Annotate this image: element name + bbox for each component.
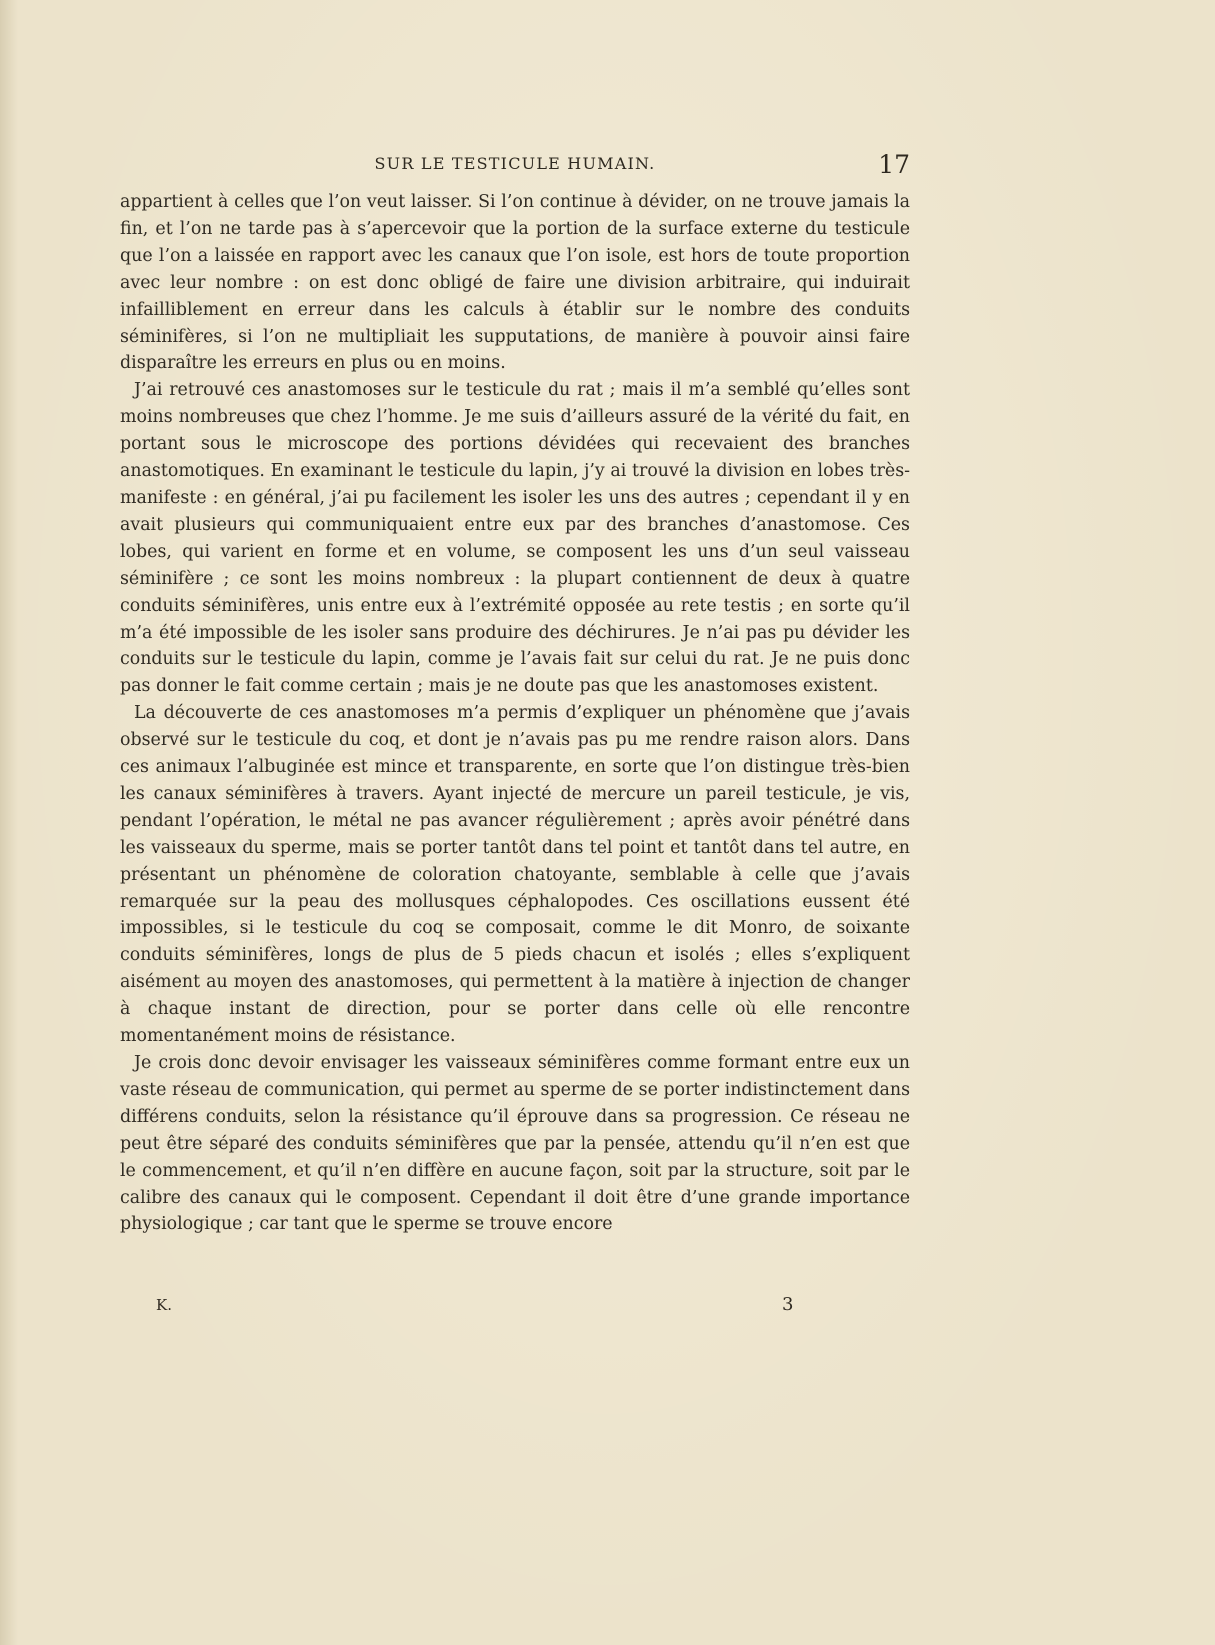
paragraph-4: Je crois donc devoir envisager les vaisseaux séminifères comme formant entre eux un vaste réseau de communication, qui permet au sperme de se porter indistinctement dans différens conduits, selon la résistance qu’il éprouve dans sa progression. Ce réseau ne peut être séparé des conduits séminifères que par la pensée, attendu qu’il n’en est que le commencement, et qu’il n’en diffère en aucune façon, soit par la structure, soit par le calibre des canaux qui le composent. Cependant il doit être d’une grande importance physiologique ; car tant que le sperme se trouve encore (120, 1053, 910, 1235)
page-header (120, 150, 910, 184)
body-text (120, 189, 910, 1238)
page-edge-shading (0, 0, 18, 1645)
paragraph-3: La découverte de ces anastomoses m’a permis d’expliquer un phénomène que j’avais observé sur le testicule du coq, et dont je n’avais pas pu me rendre raison alors. Dans ces animaux l’albuginée est mince et transparente, en sorte que l’on distingue très-bien les canaux séminifères à travers. Ayant injecté de mercure un pareil testicule, je vis, pendant l’opération, le métal ne pas avancer régulièrement ; après avoir pénétré dans les vaisseaux du sperme, mais se porter tantôt dans tel point et tantôt dans tel autre, en présentant un phénomène de coloration chatoyante, semblable à celle que j’avais remarquée sur la peau des mollusques céphalopodes. Ces oscillations eussent été impossibles, si le testicule du coq se composait, comme le dit Monro, de soixante conduits séminifères, longs de plus de 5 pieds chacun et isolés ; elles s’expliquent aisément au moyen des anastomoses, qui permettent à la matière à injection de changer à chaque instant de direction, pour se porter dans celle où elle rencontre momentanément moins de résistance. (120, 703, 910, 1047)
signature-number: 3 (782, 1294, 794, 1315)
paragraph-2: J’ai retrouvé ces anastomoses sur le testicule du rat ; mais il m’a semblé qu’elles sont moins nombreuses que chez l’homme. Je me suis d’ailleurs assuré de la vérité du fait, en portant sous le microscope des portions dévidées qui recevaient des branches anastomotiques. En examinant le testicule du lapin, j’y ai trouvé la division en lobes très-manifeste : en général, j’ai pu facilement les isoler les uns des autres ; cependant il y en avait plusieurs qui communiquaient entre eux par des branches d’anastomose. Ces lobes, qui varient en forme et en volume, se composent les uns d’un seul vaisseau séminifère ; ce sont les moins nombreux : la plupart contiennent de deux à quatre conduits séminifères, unis entre eux à l’extrémité opposée au rete testis ; en sorte qu’il m’a été impossible de les isoler sans produire des déchirures. Je n’ai pas pu dévider les conduits sur le testicule du lapin, comme je l’avais fait sur celui du rat. Je ne puis donc pas donner le fait comme certain ; mais je ne doute pas que les anastomoses existent. (120, 380, 910, 697)
running-title: SUR LE TESTICULE HUMAIN. (374, 154, 656, 173)
page-footer (150, 1296, 810, 1320)
page-number: 17 (878, 150, 910, 179)
printer-signature: K. (156, 1296, 172, 1314)
paragraph-1: appartient à celles que l’on veut laisser. Si l’on continue à dévider, on ne trouve jamais la fin, et l’on ne tarde pas à s’apercevoir que la portion de la surface externe du testicule que l’on a laissée en rapport avec les canaux que l’on isole, est hors de toute proportion avec leur nombre : on est donc obligé de faire une division arbitraire, qui induirait infailliblement en erreur dans les calculs à établir sur le nombre des conduits séminifères, si l’on ne multipliait les supputations, de manière à pouvoir ainsi faire disparaître les erreurs en plus ou en moins. (120, 192, 910, 374)
